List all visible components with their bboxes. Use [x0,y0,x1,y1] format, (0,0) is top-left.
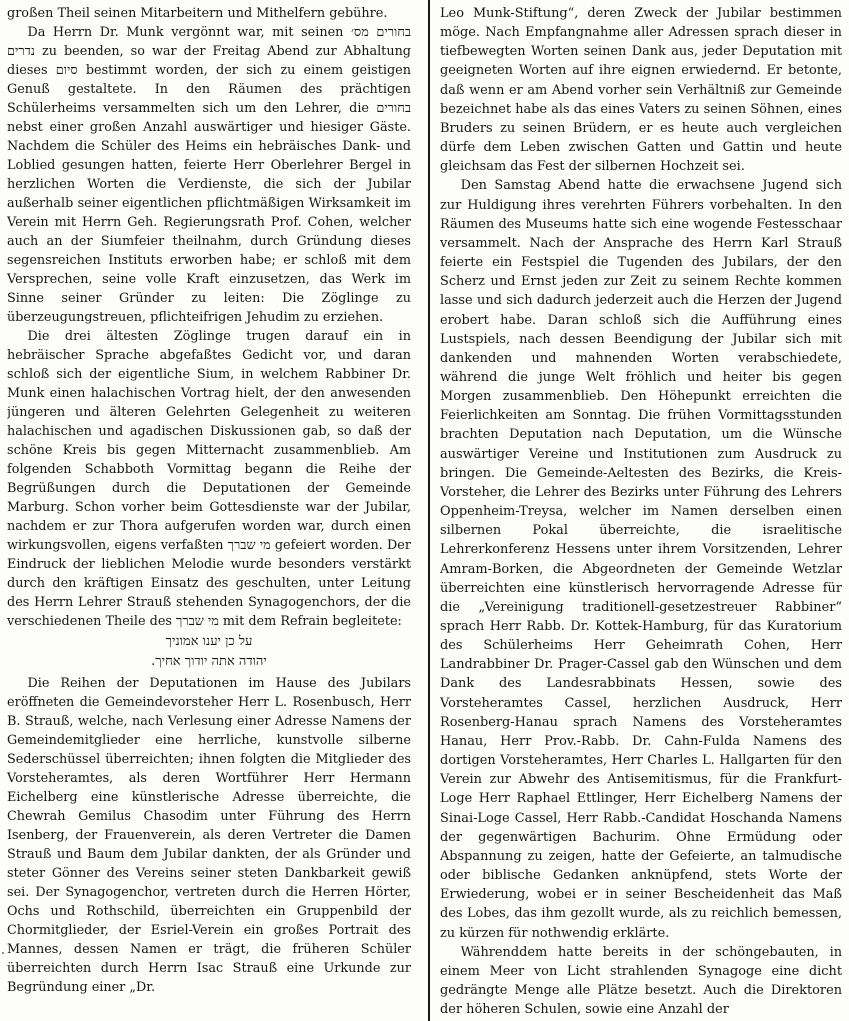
paragraph-siyum-evening: Da Herrn Dr. Munk vergönnt war, mit seinen בחורים מס׳ נדרים zu beenden, so war der Freitag Abend zur Abhaltung dieses סיום bestimmt worden, der sich zu einem geistigen Genuß gestaltete. In den Räumen des prächtigen Schülerheims versammelten sich um den Lehrer, die בחורים nebst einer großen Anzahl auswärtiger und hiesiger Gäste. Nachdem die Schüler des Heims ein hebräisches Dank- und Loblied gesungen hatten, feierte Herr Oberlehrer Bergel in herzlichen Worten die Verdienste, die sich der Jubilar außerhalb seiner eigentlichen pflichtmäßigen Wirksamkeit im Verein mit Herrn Geh. Regierungsrath Prof. Cohen, welcher auch an der Siumfeier theilnahm, durch Gründung dieses segensreichen Instituts erworben habe; er schloß mit dem Versprechen, seine volle Kraft einzusetzen, das Werk im Sinne seiner Gründer zu leiten: Die Zöglinge zu überzeugungstreuen, pflichteifrigen Jehudim zu erziehen. [7,25,411,325]
left-column [7,4,411,1018]
hebrew-refrain-line-2: יהודה אתה יודוך אחיך. [151,654,267,669]
paragraph-deputations: Die Reihen der Deputationen im Hause des Jubilars eröffneten die Gemeindevorsteher Herr L. Rosenbusch, Herr B. Strauß, welche, nach Verlesung einer Adresse Namens der Gemeindemitglieder eine herrliche, kunstvolle silberne Sederschüssel überreichten; ihnen folgten die Mitglieder des Vorsteheramtes, als deren Wortführer Herr Hermann Eichelberg eine künstlerische Adresse überreichte, die Chewrah Gemilus Chasodim unter Führung des Herrn Isenberg, der Frauenverein, als deren Vertreter die Damen Strauß und Baum dem Jubilar dankten, der als Gründer und steter Gönner des Vereins seiner steten Dankbarkeit gewiß sei. Der Synagogenchor, vertreten durch die Herren Hörter, Ochs und Rothschild, überreichten ein Gruppenbild der Chormitglieder, der Esriel-Verein ein großes Portrait des Mannes, dessen Namen er trägt, die früheren Schüler überreichten durch Herrn Isac Strauß eine Urkunde zur Begründung einer „Dr. [7,676,411,995]
paragraph-continuation: großen Theil seinen Mitarbeitern und Mithelfern gebühre. [7,6,388,21]
print-speck [2,952,4,954]
hebrew-refrain-line-1: על כן יענו אמוניך [165,634,253,649]
paragraph-siyum-lecture: Die drei ältesten Zöglinge trugen darauf ein in hebräischer Sprache abgefaßtes Gedicht vor, und daran schloß sich der eigentliche Sium, in welchem Rabbiner Dr. Munk einen halachischen Vortrag hielt, der den anwesenden jüngeren und älteren Gelehrten Gelegenheit zu weiteren halachischen und agadischen Diskussionen gab, so daß der schöne Kreis bis gegen Mitternacht zusammenblieb. Am folgenden Schabboth Vormittag begann die Reihe der Begrüßungen durch die Deputationen der Gemeinde Marburg. Schon vorher beim Gottesdienste war der Jubilar, nachdem er zur Thora aufgerufen worden war, durch einen wirkungsvollen, eigens verfaßten מי שברך gefeiert worden. Der Eindruck der lieblichen Melodie wurde besonders verstärkt durch den kräftigen Einsatz des geschulten, unter Leitung des Herrn Lehrer Strauß stehenden Synagogenchors, der die verschiedenen Theile des מי שברך mit dem Refrain begleitete: [7,329,411,629]
hebrew-refrain [7,632,411,672]
paragraph-foundation-thanks: Leo Munk-Stiftung“, deren Zweck der Jubilar bestimmen möge. Nach Empfangnahme aller Adressen sprach dieser in tiefbewegten Worten seinen Dank aus, jeder Deputation mit geeigneten Worten auf ihre eignen erwiedernd. Er betonte, daß wenn er am Abend vorher sein Verhältniß zur Gemeinde bezeichnet habe als das eines Vaters zu seinen Söhnen, eines Bruders zu seinen Brüdern, er es heute auch vergleichen dürfe dem Leben zwischen Gatten und Gattin und heute gleichsam das Fest der silbernen Hochzeit sei. [440,6,842,175]
right-column [440,4,842,1018]
paragraph-synagogue: Währenddem hatte bereits in der schöngebauten, in einem Meer von Licht strahlenden Synagoge eine dicht gedrängte Menge alle Plätze besetzt. Auch die Direktoren der höheren Schulen, sowie eine Anzahl der [440,944,842,1018]
paragraph-saturday-sunday: Den Samstag Abend hatte die erwachsene Jugend sich zur Huldigung ihres verehrten Führers vorbehalten. In den Räumen des Museums hatte sich eine wogende Festesschaar versammelt. Nach der Ansprache des Herrn Karl Strauß feierte ein Festspiel die Tugenden des Jubilars, der den Scherz und Ernst jeden zur Zeit zu seinem Rechte kommen lasse und sich dadurch jederzeit auch die Herzen der Jugend erobert habe. Daran schloß sich die Aufführung eines Lustspiels, nach dessen Beendigung der Jubilar sich mit dankenden und mahnenden Worten verabschiedete, während die junge Welt fröhlich und heiter bis gegen Morgen zusammenblieb. Den Höhepunkt erreichten die Feierlichkeiten am Sonntag. Die frühen Vormittagsstunden brachten Deputation nach Deputation, um die Wünsche auswärtiger Vereine und Institutionen zum Ausdruck zu bringen. Die Gemeinde-Aeltesten des Bezirks, die Kreis-Vorsteher, die Lehrer des Bezirks unter Führung des Lehrers Oppenheim-Treysa, welcher im Namen derselben einen silbernen Pokal überreichte, die israelitische Lehrerkonferenz Hessens unter ihrem Vorsitzenden, Lehrer Amram-Borken, die Abgeordneten der Gemeinde Wetzlar überreichten eine künstlerisch hervorragende Adresse für die „Vereinigung traditionell-gesetzestreuer Rabbiner“ sprach Herr Rabb. Dr. Kottek-Hamburg, für das Kuratorium des Schülerheims Herr Geheimrath Cohen, Herr Landrabbiner Dr. Prager-Cassel gab den Wünschen und dem Dank des Landesrabbinats Hessen, sowie des Vorsteheramtes Cassel, herzlichen Ausdruck, Herr Rosenberg-Hanau sprach Namens des Vorsteheramtes Hanau, Herr Prov.-Rabb. Dr. Cahn-Fulda Namens des dortigen Vorsteheramtes, Herr Charles L. Hallgarten für den Verein zur Abwehr des Antisemitismus, für die Frankfurt-Loge Herr Raphael Ettlinger, Herr Eichelberg Namens der Sinai-Loge Cassel, Herr Rabb.-Candidat Hoschanda Namens der gegenwärtigen Bachurim. Ohne Ermüdung oder Abspannung zu zeigen, hatte der Gefeierte, an talmudische oder biblische Gedanken anknüpfend, stets Worte der Erwiederung, wobei er in seiner Bescheidenheit das Maß des Lobes, das ihm gezollt wurde, als zu reichlich bemessen, zu kürzen für nothwendig erklärte. [440,178,842,941]
column-divider [428,0,430,1021]
